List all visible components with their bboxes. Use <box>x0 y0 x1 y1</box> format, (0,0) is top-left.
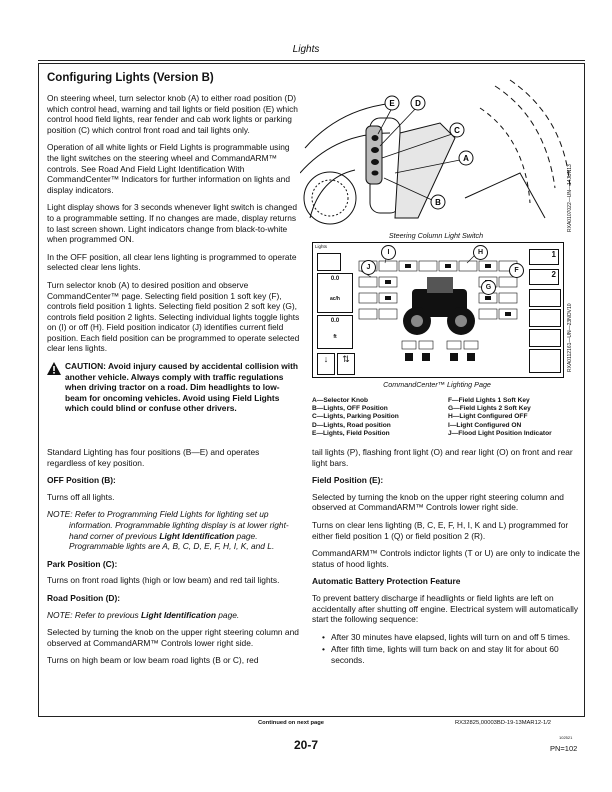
auto-protect-heading: Automatic Battery Protection Feature <box>312 576 461 587</box>
legend-item: I—Light Configured ON <box>448 421 522 429</box>
callout-d: D <box>415 99 421 108</box>
note: NOTE: Refer to previous Light Identification page. <box>47 609 240 620</box>
running-header: Lights <box>292 44 320 55</box>
date-code: 102521 <box>559 735 573 740</box>
steering-column-figure <box>300 78 575 228</box>
figure-legend <box>312 397 587 438</box>
paragraph: Selected by turning the knob on the upper right steering column and observed at CommandARM™ Controls lower right side. <box>312 491 564 513</box>
distance-readout: 0.0 ft <box>317 315 353 349</box>
callout-j: J <box>361 260 376 275</box>
paragraph: To prevent battery discharge if headlights or field lights are left on accidentally after shutting off engine. Electrical system will automatically start the following sequence: <box>312 592 579 625</box>
callout-h: H <box>473 245 488 260</box>
field-lights-1-soft-key[interactable]: 1 <box>529 249 559 265</box>
park-heading: Park Position (C): <box>47 558 118 569</box>
callout-c: C <box>454 126 460 135</box>
callout-a: A <box>463 154 469 163</box>
soft-key[interactable] <box>529 329 561 347</box>
paragraph: Operation of all white lights or Field Lights is programmable using the light switches on the steering wheel and CommandARM™ controls. See Road And Field Light Identification With CommandCenter™ Indicators for further information on lights and display indicators. <box>47 142 290 195</box>
down-arrow-icon: ↓ <box>317 353 335 375</box>
legend-item: H—Light Configured OFF <box>448 413 528 421</box>
header-rule <box>38 60 585 61</box>
legend-item: E—Lights, Field Position <box>312 429 390 437</box>
callout-f: F <box>509 263 524 278</box>
note: NOTE: Refer to Programming Field Lights for lighting set up information. Programmable lighting display is at lower right-hand corner of previous Light Identification page. Programmable lights are A, B, C, D, E, F, H, I, K, and L. <box>47 509 289 552</box>
paragraph: In the OFF position, all clear lens lighting is programmed to operate selected clear lens lights. <box>47 251 297 273</box>
paragraph: Turns on front road lights (high or low beam) and red tail lights. <box>47 575 280 586</box>
legend-item: B—Lights, OFF Position <box>312 405 388 413</box>
soft-key[interactable] <box>529 349 561 373</box>
screen-label: Lights <box>315 244 328 249</box>
soft-key[interactable] <box>529 309 561 327</box>
swap-arrows-icon: ⇅ <box>337 353 355 375</box>
paragraph: Turns on clear lens lighting (B, C, E, F, H, I, K and L) programmed for either field position 1 (Q) or field position 2 (R). <box>312 519 569 541</box>
paragraph: On steering wheel, turn selector knob (A) to either road position (D) which control head, warning and tail lights or field position (E) which control hood field lights, rear fender and cab work lights or parking position (C) which control front road and tail lights only. <box>47 93 298 135</box>
field-heading: Field Position (E): <box>312 475 384 486</box>
legend-item: G—Field Lights 2 Soft Key <box>448 405 531 413</box>
area-rate-readout: 0.0 ac/h <box>317 273 353 313</box>
bullet-item: • After fifth time, lights will turn back on and stay lit for about 60 seconds. <box>322 644 559 665</box>
paragraph: Selected by turning the knob on the upper right steering column and observed at CommandARM™ Controls lower right side. <box>47 627 299 648</box>
caution-block <box>47 361 300 414</box>
figure2-caption: CommandCenter™ Lighting Page <box>383 380 491 389</box>
left-column-top <box>47 93 300 423</box>
paragraph: CommandARM™ Controls indictor lights (T or U) are only to indicate the status of hood lights. <box>312 548 580 569</box>
warning-triangle-icon <box>47 362 61 375</box>
legend-item: C—Lights, Parking Position <box>312 413 399 421</box>
bullet-item: • After 30 minutes have elapsed, lights will turn on and off 5 times. <box>322 631 571 642</box>
soft-key[interactable] <box>529 289 561 307</box>
legend-item: A—Selector Knob <box>312 397 369 404</box>
commandcenter-screen <box>312 242 564 378</box>
callout-g: G <box>481 280 496 295</box>
figure1-caption: Steering Column Light Switch <box>388 231 484 240</box>
figure2-code: RXA0112161—UN—23NOV10 <box>567 303 573 372</box>
page-number: 20-7 <box>293 738 319 752</box>
paragraph: tail lights (P), flashing front light (O) and rear light (O) on front and rear light bars. <box>312 447 573 468</box>
field-lights-2-soft-key[interactable]: 2 <box>529 269 559 285</box>
paragraph: Turns off all lights. <box>47 491 115 502</box>
screen-box <box>317 253 341 271</box>
callout-e: E <box>389 99 395 108</box>
paragraph: Light display shows for 3 seconds whenever light switch is changed to a programmable setting. If no changes are made, display returns to last screen shown. Light indicators change from black-to-white when programmed ON. <box>47 202 297 245</box>
pn-number: PN=102 <box>550 744 578 753</box>
legend-item: F—Field Lights 1 Soft Key <box>448 397 530 404</box>
callout-i: I <box>381 245 396 260</box>
continued-note: Continued on next page <box>258 720 325 726</box>
paragraph: Turns on high beam or low beam road lights (B or C), red <box>47 655 259 666</box>
document-code: RX32825,00003BD-19-13MAR12-1/2 <box>455 720 552 726</box>
caution-text: CAUTION: Avoid injury caused by accidental collision with another vehicle. Always comply with traffic regulations when driving tractor on a road. Dim headlights to low-beam for oncoming vehicles. Avoid using Field Lights which could blind or confuse other drivers. <box>65 361 298 414</box>
legend-item: D—Lights, Road position <box>312 421 391 429</box>
callout-b: B <box>435 198 441 207</box>
paragraph: Standard Lighting has four positions (B—E) and operates regardless of key position. <box>47 447 260 468</box>
right-column <box>312 447 584 666</box>
paragraph: Turn selector knob (A) to desired position and observe CommandCenter™ page. Selecting field position 1 soft key (F), controls field position 1 lights. Selecting field position 2 soft key (G), controls field position 2 lights. Selecting individual lights toggle lights on (I) or off (H). Field position indicator (J) identifies current field position. Each field position can be programmed to operate selected clear lens lights. <box>47 279 300 354</box>
lights-grid <box>357 249 522 373</box>
off-heading: OFF Position (B): <box>47 475 116 486</box>
road-heading: Road Position (D): <box>47 592 121 603</box>
section-title: Configuring Lights (Version B) <box>47 72 214 84</box>
legend-item: J—Flood Light Position Indicator <box>448 429 552 437</box>
figure1-code: RXA0107022—UN—14JUN13 <box>567 164 573 232</box>
left-column-bottom <box>47 447 300 673</box>
